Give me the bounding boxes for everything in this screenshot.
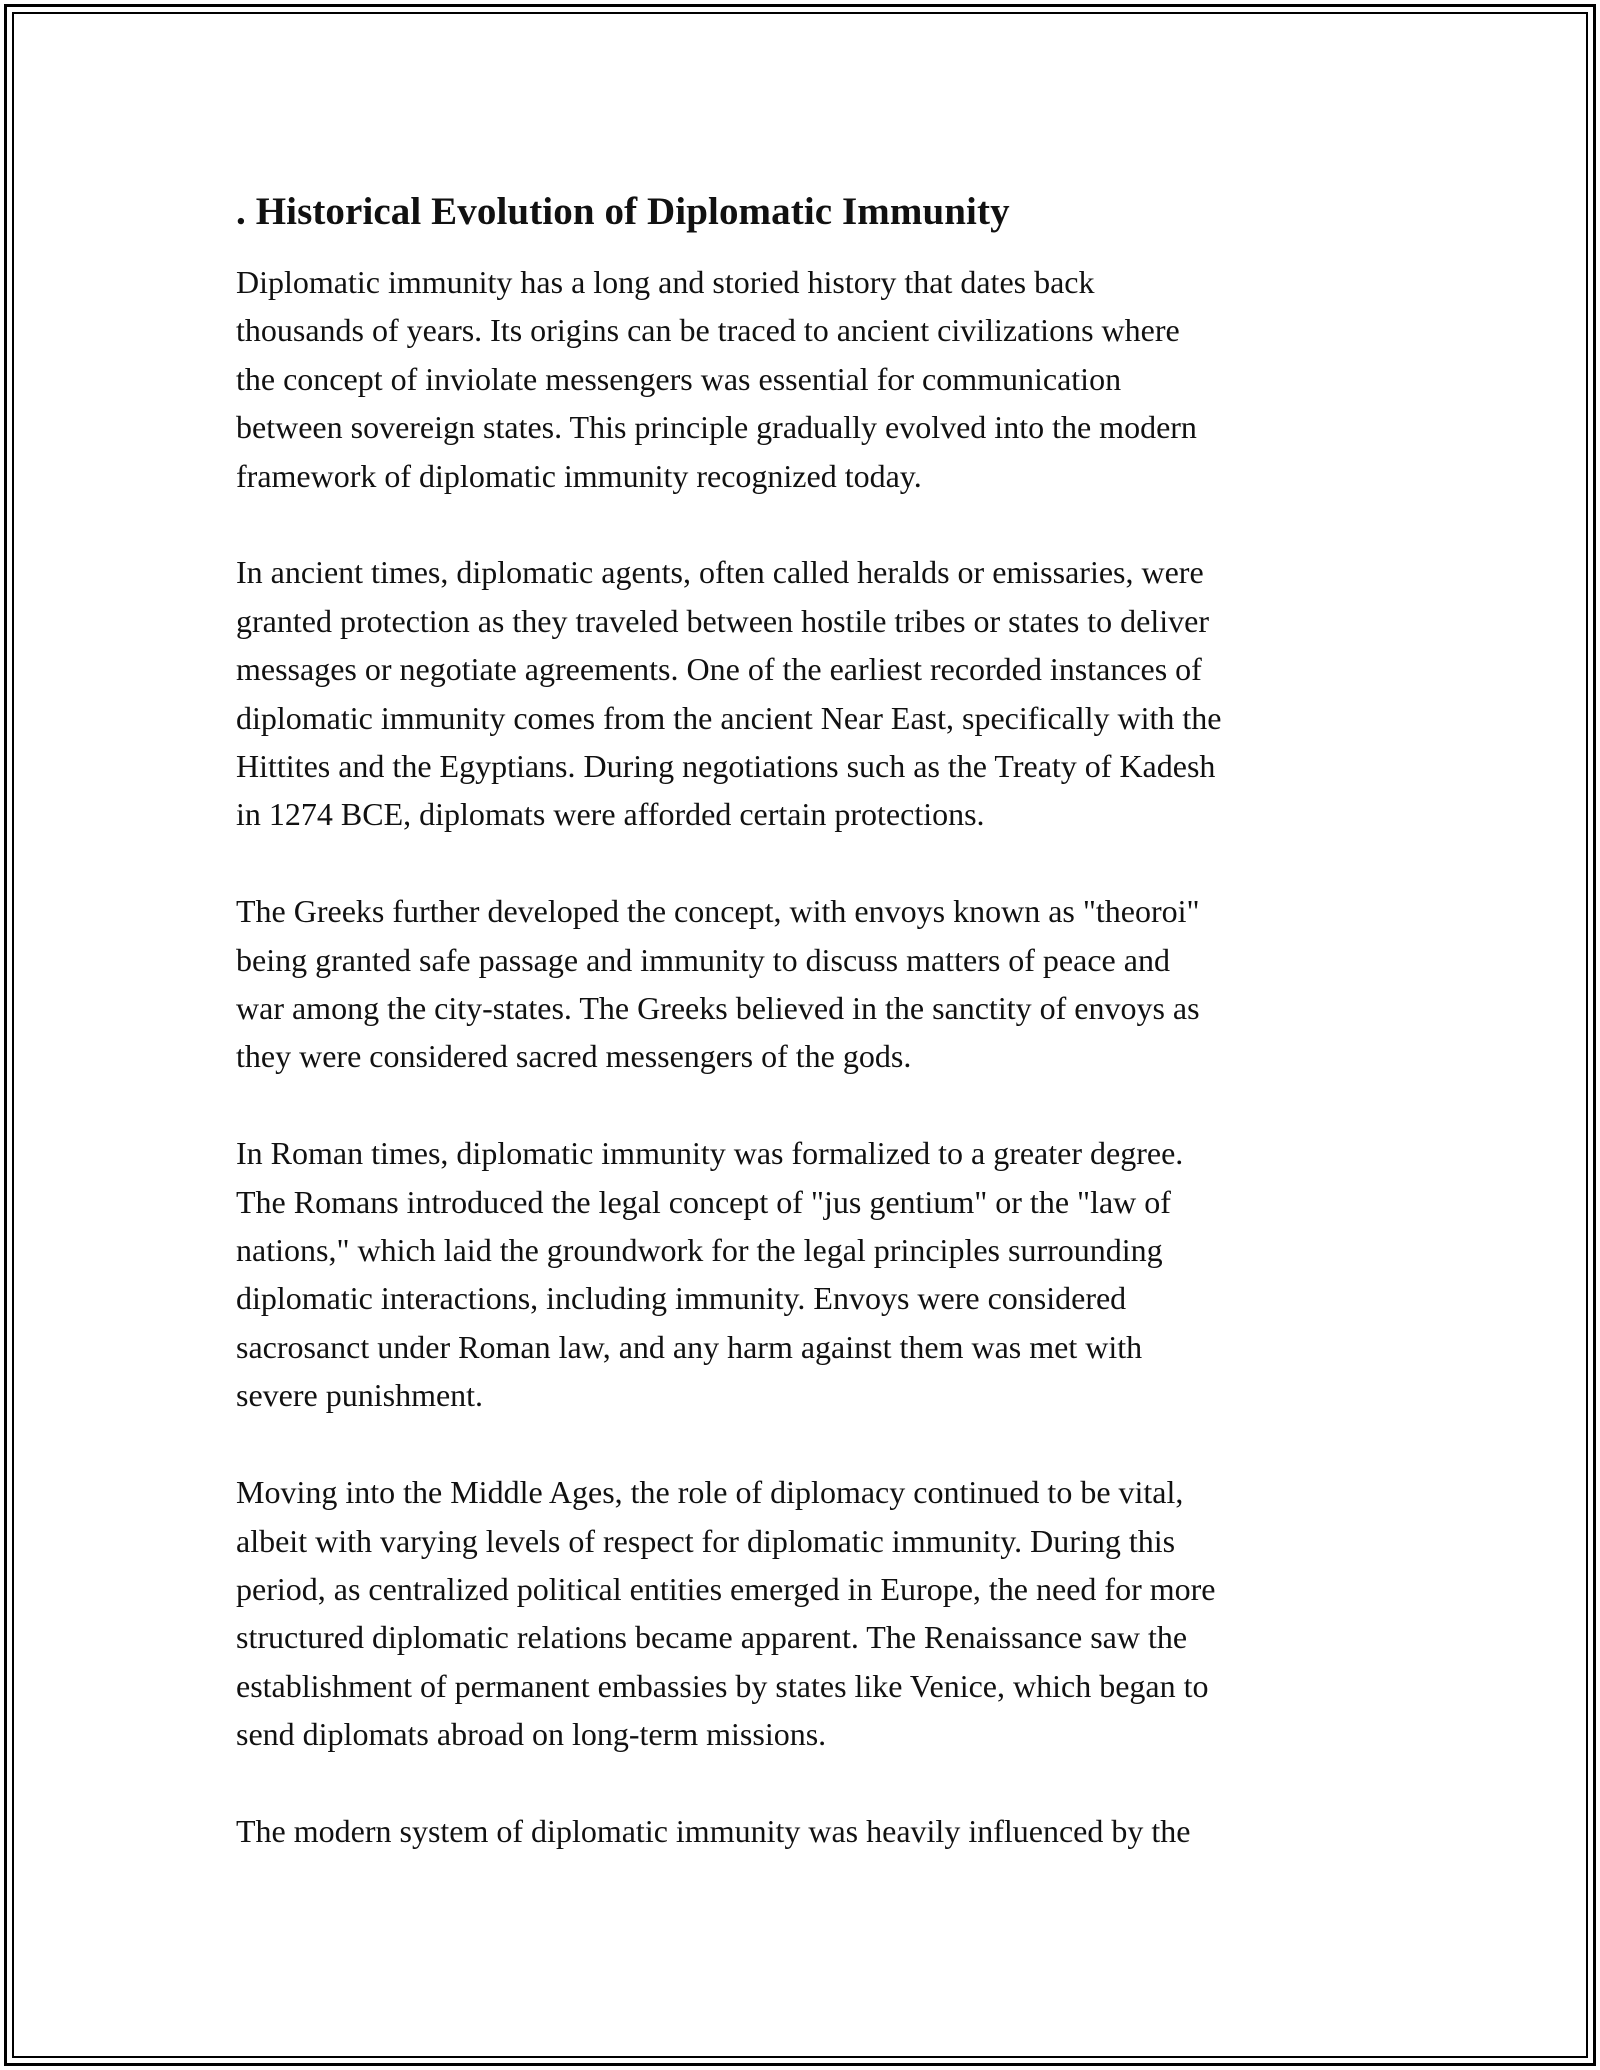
paragraph-line: sacrosanct under Roman law, and any harm against them was met with bbox=[236, 1328, 1143, 1365]
paragraph bbox=[236, 548, 1396, 838]
paragraph-list bbox=[236, 258, 1396, 1855]
paragraph-line: The Romans introduced the legal concept of "jus gentium" or the "law of bbox=[236, 1183, 1171, 1220]
paragraph-line: the concept of inviolate messengers was essential for communication bbox=[236, 360, 1122, 397]
paragraph-line: severe punishment. bbox=[236, 1377, 484, 1414]
paragraph-line: Diplomatic immunity has a long and storied history that dates back bbox=[236, 264, 1095, 300]
paragraph-line: send diplomats abroad on long-term missions. bbox=[236, 1716, 827, 1753]
paragraph-line: In ancient times, diplomatic agents, often called heralds or emissaries, were bbox=[236, 554, 1204, 591]
paragraph-line: diplomatic interactions, including immunity. Envoys were considered bbox=[236, 1280, 1127, 1317]
paragraph-line: Moving into the Middle Ages, the role of diplomacy continued to be vital, bbox=[236, 1474, 1184, 1511]
paragraph bbox=[236, 1468, 1396, 1758]
paragraph-line: Hittites and the Egyptians. During negotiations such as the Treaty of Kadesh bbox=[236, 748, 1216, 785]
paragraph-line: albeit with varying levels of respect for diplomatic immunity. During this bbox=[236, 1522, 1176, 1559]
paragraph-line: granted protection as they traveled between hostile tribes or states to deliver bbox=[236, 602, 1209, 639]
paragraph-line: they were considered sacred messengers of the gods. bbox=[236, 1038, 912, 1075]
paragraph-line: thousands of years. Its origins can be traced to ancient civilizations where bbox=[236, 312, 1180, 349]
paragraph bbox=[236, 1129, 1396, 1419]
paragraph-line: The Greeks further developed the concept, with envoys known as "theoroi" bbox=[236, 893, 1200, 930]
paragraph-line: being granted safe passage and immunity to discuss matters of peace and bbox=[236, 941, 1170, 978]
paragraph-line: diplomatic immunity comes from the ancient Near East, specifically with the bbox=[236, 699, 1222, 736]
paragraph-line: war among the city-states. The Greeks believed in the sanctity of envoys as bbox=[236, 990, 1200, 1027]
paragraph-line: establishment of permanent embassies by states like Venice, which began to bbox=[236, 1667, 1209, 1704]
paragraph-line: In Roman times, diplomatic immunity was formalized to a greater degree. bbox=[236, 1135, 1184, 1172]
paragraph-line: in 1274 BCE, diplomats were afforded certain protections. bbox=[236, 796, 985, 833]
paragraph-line: nations," which laid the groundwork for the legal principles surrounding bbox=[236, 1232, 1163, 1269]
paragraph bbox=[236, 258, 1396, 500]
paragraph-line: period, as centralized political entities emerged in Europe, the need for more bbox=[236, 1570, 1216, 1607]
paragraph-line: between sovereign states. This principle gradually evolved into the modern bbox=[236, 409, 1197, 446]
paragraph-line: The modern system of diplomatic immunity was heavily influenced by the bbox=[236, 1812, 1191, 1849]
document-body bbox=[236, 186, 1396, 1904]
paragraph-line: messages or negotiate agreements. One of the earliest recorded instances of bbox=[236, 651, 1202, 688]
paragraph bbox=[236, 887, 1396, 1081]
paragraph-line: framework of diplomatic immunity recognized today. bbox=[236, 457, 922, 494]
section-heading: . Historical Evolution of Diplomatic Immunity bbox=[236, 190, 1010, 233]
paragraph bbox=[236, 1807, 1396, 1855]
paragraph-line: structured diplomatic relations became apparent. The Renaissance saw the bbox=[236, 1619, 1188, 1656]
